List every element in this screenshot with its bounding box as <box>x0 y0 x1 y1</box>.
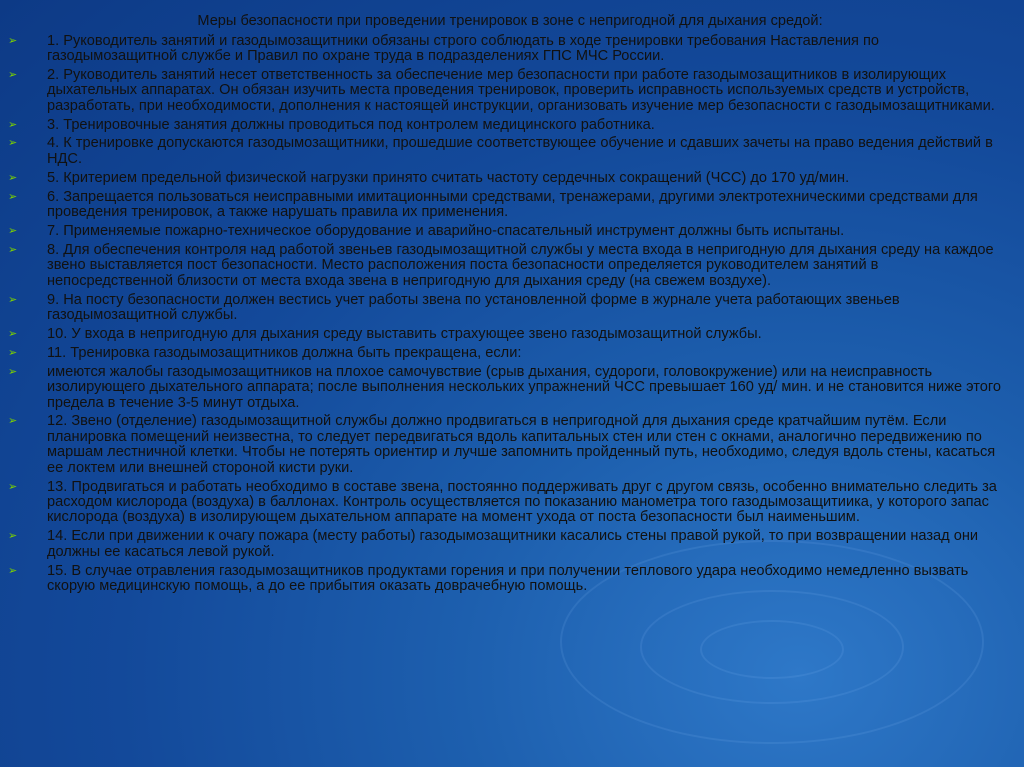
list-item <box>0 68 1024 114</box>
list-item <box>0 327 1024 342</box>
bullet-arrow-icon: ➢ <box>8 293 18 306</box>
list-item <box>0 529 1024 560</box>
list-item <box>0 414 1024 476</box>
bullet-arrow-icon: ➢ <box>8 327 18 340</box>
bullet-arrow-icon: ➢ <box>8 346 18 359</box>
list-item-text: 6. Запрещается пользоваться неисправными имитационными средствами, тренажерами, другими электротехническими средствами для проведения тренировок, а также нарушать правила их применения. <box>47 188 978 221</box>
bullet-arrow-icon: ➢ <box>8 34 18 47</box>
slide-content <box>0 13 1024 594</box>
list-item-text: 15. В случае отравления газодымозащитников продуктами горения и при получении теплового удара необходимо немедленно вызвать скорую медицинскую помощь, а до ее прибытия оказать доврачебную помощь. <box>47 562 969 594</box>
list-item <box>0 243 1024 289</box>
list-item-text: 5. Критерием предельной физической нагрузки принято считать частоту сердечных сокращений (ЧСС) до 170 уд/мин. <box>47 169 850 186</box>
bullet-arrow-icon: ➢ <box>8 365 18 378</box>
list-item <box>0 365 1024 411</box>
bullet-arrow-icon: ➢ <box>8 415 18 428</box>
list-item <box>0 34 1024 65</box>
bullet-arrow-icon: ➢ <box>8 118 18 131</box>
slide-title: Меры безопасности при проведении тренировок в зоне с непригодной для дыхания средой: <box>197 13 823 29</box>
list-item <box>0 136 1024 167</box>
bullet-arrow-icon: ➢ <box>8 224 18 237</box>
list-item-text: 12. Звено (отделение) газодымозащитной службы должно продвигаться в непригодной для дыхания среде кратчайшим путём. Если планировка помещений неизвестна, то следует передвигаться вдоль капитальных стен или стен с окнами, аналогично передвижению по маршам лестничной клетки. Чтобы не потерять ориентир и лучше запомнить пройденный путь, необходимо, следуя вдоль стены, касаться ее локтем или внешней стороной кисти руки. <box>47 413 996 476</box>
list-item-text: 10. У входа в непригодную для дыхания среду выставить страхующее звено газодымозащитной службы. <box>47 325 762 342</box>
list-item <box>0 171 1024 186</box>
bullet-arrow-icon: ➢ <box>8 171 18 184</box>
bullet-list <box>0 34 1024 595</box>
list-item-text: 13. Продвигаться и работать необходимо в составе звена, постоянно поддерживать друг с другом связь, особенно внимательно следить за расходом кислорода (воздуха) в баллонах. Контроль осуществляется по показанию манометра того газодымозащитиика, у которого запас кислорода (воздуха) в изолирующем дыхательном аппарате на момент ухода от поста безопасности был наименьшим. <box>47 478 997 526</box>
list-item <box>0 118 1024 133</box>
bullet-arrow-icon: ➢ <box>8 564 18 577</box>
list-item-text: 4. К тренировке допускаются газодымозащитники, прошедшие соответствующее обучение и сдавших зачеты на право ведения действий в НДС. <box>47 135 993 167</box>
bullet-arrow-icon: ➢ <box>8 190 18 203</box>
list-item <box>0 190 1024 221</box>
list-item-text: 2. Руководитель занятий несет ответственность за обеспечение мер безопасности при работе газодымозащитников в изолирующих дыхательных аппаратах. Он обязан изучить места проведения тренировок, проверить исправность используемых средств и устройств, разработать, при необходимости, дополнения к настоящей инструкции, организовать изучение мер безопасности с газодымозащитниками. <box>47 66 995 114</box>
list-item-text: имеются жалобы газодымозащитников на плохое самочувствие (срыв дыхания, судороги, головокружение) или на неисправность изолирующего дыхательного аппарата; после выполнения нескольких упражнений ЧСС превышает 160 уд/ мин. и не становится ниже этого предела в течение 3-5 минут отдыха. <box>47 363 1002 411</box>
list-item <box>0 293 1024 324</box>
bullet-arrow-icon: ➢ <box>8 243 18 256</box>
bullet-arrow-icon: ➢ <box>8 530 18 543</box>
list-item <box>0 346 1024 361</box>
list-item-text: 7. Применяемые пожарно-техническое оборудование и аварийно-спасательный инструмент должны быть испытаны. <box>47 222 845 239</box>
bullet-arrow-icon: ➢ <box>8 137 18 150</box>
list-item-text: 8. Для обеспечения контроля над работой звеньев газодымозащитной службы у места входа в непригодную для дыхания среду на каждое звено выставляется пост безопасности. Место расположения поста безопасности определяется руководителем занятий в непосредственной близости от места входа звена в непригодную для дыхания среду (на свежем воздухе). <box>47 241 994 289</box>
list-item <box>0 480 1024 526</box>
bullet-arrow-icon: ➢ <box>8 480 18 493</box>
background-ripple <box>700 620 844 679</box>
list-item-text: 11. Тренировка газодымозащитников должна быть прекращена, если: <box>47 344 522 361</box>
list-item <box>0 564 1024 595</box>
bullet-arrow-icon: ➢ <box>8 68 18 81</box>
list-item-text: 3. Тренировочные занятия должны проводиться под контролем медицинского работника. <box>47 116 655 133</box>
list-item <box>0 224 1024 239</box>
list-item-text: 14. Если при движении к очагу пожара (месту работы) газодымозащитники касались стены правой рукой, то при возвращении назад они должны ее касаться левой рукой. <box>47 528 979 560</box>
list-item-text: 1. Руководитель занятий и газодымозащитники обязаны строго соблюдать в ходе тренировки требования Наставления по газодымозащитной службе и Правил по охране труда в подразделениях ГПС МЧС России. <box>47 32 880 64</box>
list-item-text: 9. На посту безопасности должен вестись учет работы звена по установленной форме в журнале учета работающих звеньев газодымозащитной службы. <box>47 291 900 323</box>
